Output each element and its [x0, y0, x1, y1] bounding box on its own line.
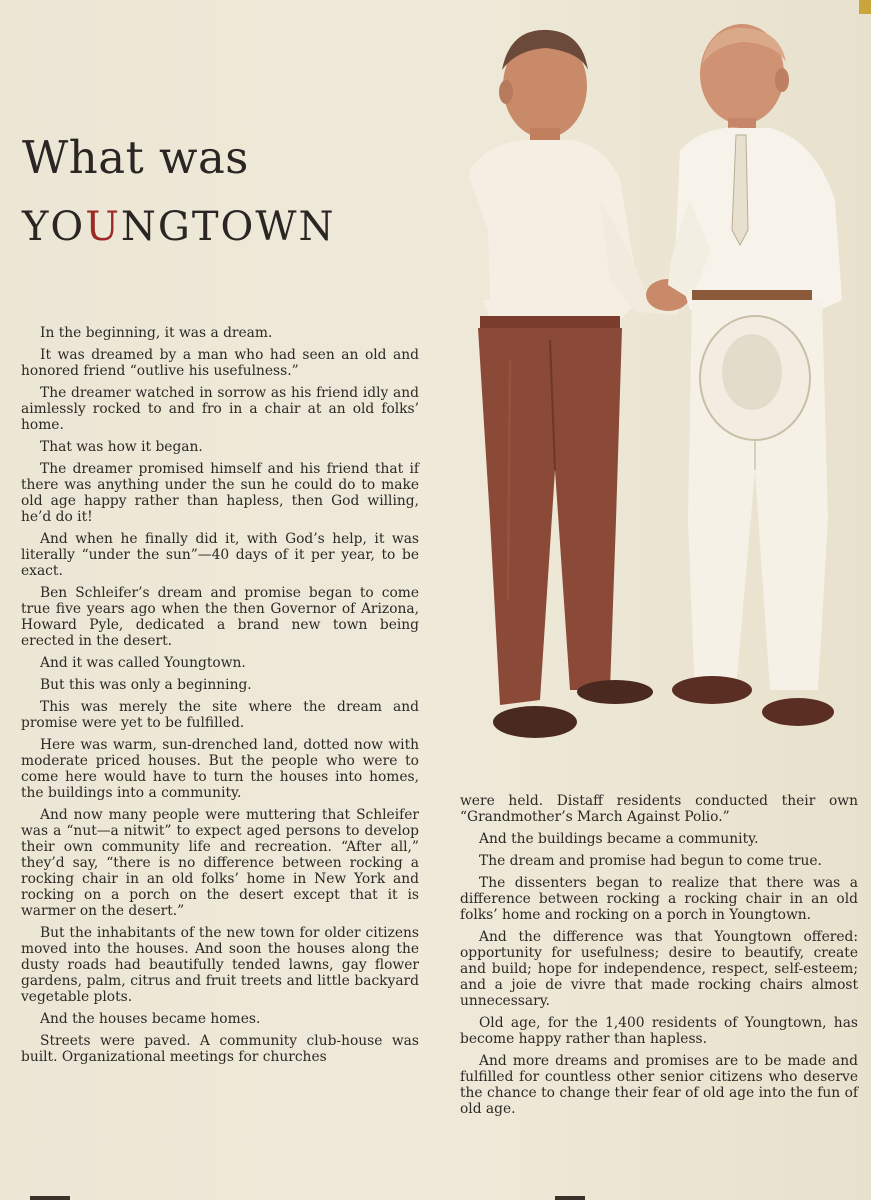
photo-two-men-handshake [430, 0, 871, 790]
paragraph: But this was only a beginning. [40, 677, 252, 693]
right-man-figure [668, 24, 842, 726]
paragraph: The dissenters began to realize that there was a difference between rocking a rocking chair in an old folks’ home and rocking on a porch in Youngtown. [460, 875, 858, 923]
paragraph: That was how it began. [40, 439, 203, 455]
title-line-2-start: YO [22, 204, 86, 250]
paragraph: In the beginning, it was a dream. [40, 325, 273, 341]
title-line-1: What was [22, 131, 249, 184]
paragraph: And the difference was that Youngtown offered: opportunity for usefulness; desire to beautify, create and build; hope for independence, respect, self-esteem; and a joie de vivre that made rocking chairs almost unnecessary. [460, 929, 858, 1009]
paragraph: And now many people were muttering that Schleifer was a “nut—a nitwit” to expect aged persons to develop their own community life and recreation. “After all,” they’d say, “there is no difference between rocking a rocking chair in an old folks’ home in New York and rocking on a porch on the desert except that it is warmer on the desert.” [21, 807, 419, 919]
paragraph: Here was warm, sun-drenched land, dotted now with moderate priced houses. But the people who were to come here would have to turn the houses into homes, the buildings into a community. [21, 737, 419, 801]
footer-rule-left [30, 1196, 70, 1200]
footer-rule-right [555, 1196, 585, 1200]
paragraph: Streets were paved. A community club-house was built. Organizational meetings for churches [21, 1033, 419, 1065]
paragraph: And the houses became homes. [40, 1011, 261, 1027]
paragraph: And more dreams and promises are to be made and fulfilled for countless other senior citizens who deserve the chance to change their fear of old age into the fun of old age. [460, 1053, 858, 1117]
paragraph: The dream and promise had begun to come true. [479, 853, 822, 869]
paragraph: It was dreamed by a man who had seen an old and honored friend “outlive his usefulness.” [21, 347, 419, 379]
photo-illustration [430, 0, 871, 790]
paragraph-continuation: were held. Distaff residents conducted their own “Grandmother’s March Against Polio.” [460, 793, 858, 825]
article-column-left [21, 325, 419, 1071]
paragraph: And when he finally did it, with God’s help, it was literally “under the sun”—40 days of it per year, to be exact. [21, 531, 419, 579]
paragraph: And it was called Youngtown. [40, 655, 246, 671]
title-line-2-end: NGTOWN [120, 204, 336, 250]
paragraph: But the inhabitants of the new town for older citizens moved into the houses. And soon the houses along the dusty roads had beautifully tended lawns, gay flower gardens, palm, citrus and fruit treets and little backyard vegetable plots. [21, 925, 419, 1005]
paragraph: The dreamer watched in sorrow as his friend idly and aimlessly rocked to and fro in a chair at an old folks’ home. [21, 385, 419, 433]
article-title [22, 128, 335, 256]
title-line-2 [22, 198, 335, 256]
title-accent-letter: U [85, 204, 121, 250]
paragraph: This was merely the site where the dream and promise were yet to be fulfilled. [21, 699, 419, 731]
article-column-right [460, 793, 858, 1123]
paragraph: And the buildings became a community. [479, 831, 759, 847]
paragraph: Ben Schleifer’s dream and promise began to come true five years ago when the then Governor of Arizona, Howard Pyle, dedicated a brand new town being erected in the desert. [21, 585, 419, 649]
paragraph: Old age, for the 1,400 residents of Youngtown, has become happy rather than hapless. [460, 1015, 858, 1047]
paragraph: The dreamer promised himself and his friend that if there was anything under the sun he could do to make old age happy rather than hapless, then God willing, he’d do it! [21, 461, 419, 525]
left-man-figure [450, 30, 680, 738]
